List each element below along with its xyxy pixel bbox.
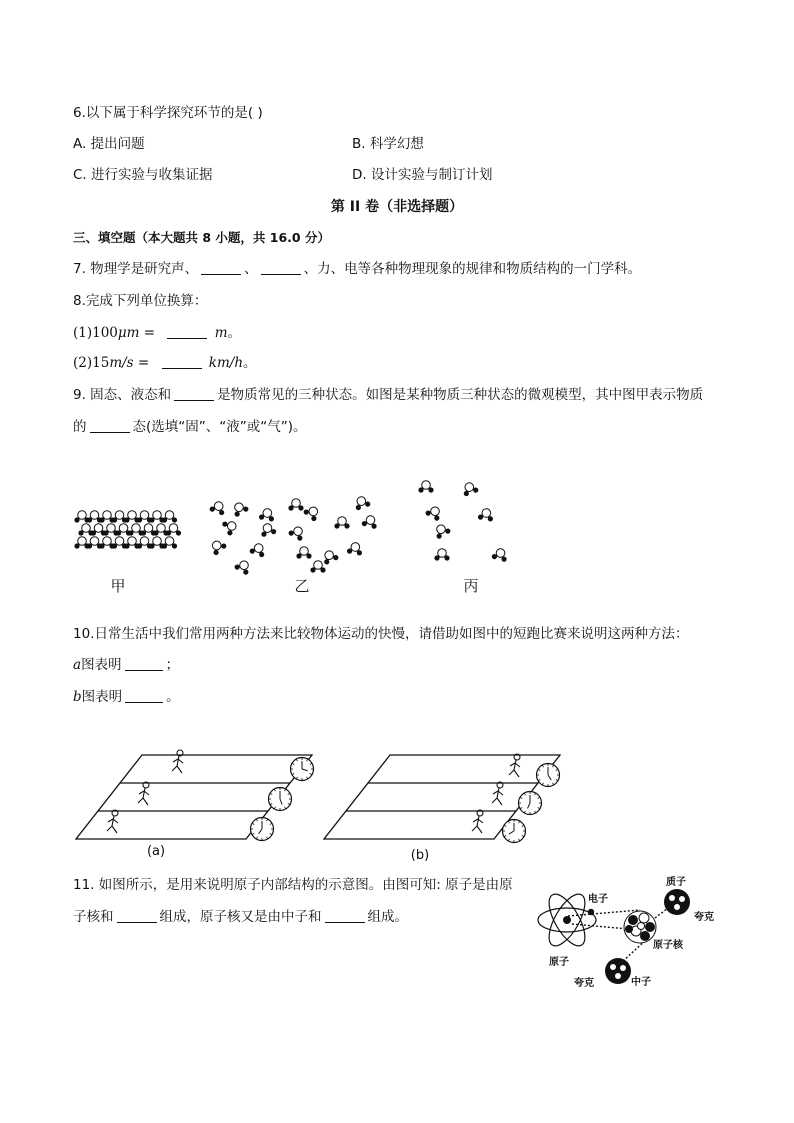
q11-line-1: 11. 如图所示，是用来说明原子内部结构的示意图。由图可知: 原子是由原 [73, 877, 513, 893]
liquid-molecule [334, 517, 349, 529]
runner-figure [472, 810, 483, 833]
gas-state-model [418, 480, 509, 562]
label-jia: 甲 [110, 577, 126, 595]
gas-molecule [434, 549, 449, 561]
section-title: 第 II 卷（非选择题） [330, 199, 464, 215]
q7-text-1: 7. 物理学是研究声、 [73, 261, 199, 277]
q6-option-c[interactable]: C. 进行实验与收集证据 [73, 167, 213, 183]
q8-item-1-end: 。 [227, 325, 241, 341]
runner-figure [509, 754, 520, 777]
q10-b [73, 688, 180, 706]
clock-icon [519, 792, 542, 815]
q11-text-2: 组成，原子核又是由中子和 [159, 909, 322, 925]
q8-item-2-label: (2) [73, 355, 93, 371]
q10-blank-a[interactable] [125, 657, 163, 671]
clocks-a [251, 758, 314, 841]
label-yi: 乙 [294, 577, 310, 595]
q7-blank-2[interactable] [261, 261, 301, 275]
label-atom: 原子 [549, 957, 569, 968]
sprint-race-figure [0, 735, 794, 865]
q8-item-2-value: 15 [92, 355, 110, 371]
q10-stem: 10.日常生活中我们常用两种方法来比较物体运动的快慢，请借助如图中的短跑比赛来说明这两种方法： [73, 626, 689, 642]
liquid-molecule [288, 499, 303, 511]
liquid-molecule [221, 517, 239, 536]
clocks-b [503, 764, 560, 843]
q8-item-2 [73, 354, 257, 372]
q8-blank-2[interactable] [162, 355, 202, 369]
q9-blank-1[interactable] [174, 387, 214, 401]
q7-blank-1[interactable] [201, 261, 241, 275]
q8-item-1-unit-to: m [214, 325, 228, 341]
states-of-matter-figure [0, 475, 794, 605]
liquid-molecule [259, 507, 276, 521]
q10-a-text: 图表明 [81, 657, 122, 673]
liquid-molecule [310, 561, 325, 573]
gas-molecule [418, 481, 433, 493]
caption-a: (a) [146, 844, 166, 859]
q10-a-var: a [73, 657, 82, 673]
section-heading: 三、填空题（本大题共 8 小题，共 16.0 分） [73, 230, 330, 245]
q8-item-2-unit-to: km/h [208, 355, 244, 371]
q8-item-1-eq: = [139, 325, 156, 341]
liquid-molecule [288, 524, 307, 542]
q8-stem: 8.完成下列单位换算： [73, 293, 208, 309]
q9-text-1: 9. 固态、液态和 [73, 387, 172, 403]
liquid-molecule [361, 514, 379, 529]
label-nucleus: 原子核 [653, 940, 683, 951]
q10-b-end: 。 [166, 689, 180, 705]
solid-molecule [162, 511, 177, 523]
label-bing: 丙 [463, 577, 479, 595]
runner-figure [492, 782, 503, 805]
liquid-molecule [303, 503, 322, 522]
runners [107, 750, 520, 833]
runner-figure [107, 810, 118, 833]
q7-text-2: 、 [244, 261, 258, 277]
q6-option-d[interactable]: D. 设计实验与制订计划 [352, 167, 493, 183]
q9-text-2: 是物质常见的三种状态。如图是某种物质三种状态的微观模型，其中图甲表示物质 [217, 387, 704, 403]
q9-text-4: 态(选填“固”、“液”或“气”)。 [132, 419, 307, 435]
liquid-molecule [259, 522, 277, 537]
label-neutron: 中子 [631, 977, 651, 988]
liquid-molecule [209, 499, 227, 515]
runner-figure [172, 750, 183, 773]
clock-icon [291, 758, 314, 781]
q10-blank-b[interactable] [125, 689, 163, 703]
nucleus-model [624, 911, 656, 943]
gas-molecule [432, 522, 451, 540]
proton-model [664, 889, 690, 915]
q8-item-1-unit-from: μm [117, 325, 140, 341]
q8-item-1 [73, 324, 241, 342]
q8-item-2-unit-from: m/s [109, 355, 134, 371]
solid-molecule [162, 537, 177, 549]
q6-option-b[interactable]: B. 科学幻想 [352, 136, 424, 152]
liquid-molecule [234, 558, 253, 576]
gas-molecule [478, 507, 495, 521]
q7 [73, 260, 641, 278]
clock-icon [537, 764, 560, 787]
q8-item-1-value: 100 [92, 325, 118, 341]
q8-blank-1[interactable] [167, 325, 207, 339]
runner-figure [138, 782, 149, 805]
q7-text-3: 、力、电等各种物理现象的规律和物质结构的一门学科。 [303, 261, 642, 277]
q8-item-2-end: 。 [243, 355, 257, 371]
liquid-molecule [320, 548, 339, 565]
solid-molecule [166, 524, 181, 536]
q8-item-2-eq: = [133, 355, 150, 371]
gas-molecule [491, 547, 509, 562]
caption-b: (b) [410, 848, 430, 863]
gas-molecule [425, 504, 444, 522]
liquid-molecule [347, 541, 364, 555]
q6-stem: 6.以下属于科学探究环节的是( ) [73, 105, 263, 121]
clock-icon [503, 820, 526, 843]
q11-text-1: 子核和 [73, 909, 114, 925]
q8-item-1-label: (1) [73, 325, 93, 341]
solid-state-model [74, 511, 181, 549]
q10-b-text: 图表明 [81, 689, 123, 705]
liquid-molecule [208, 537, 227, 556]
q9-line-2 [73, 418, 307, 436]
liquid-state-model [208, 494, 379, 575]
liquid-molecule [353, 494, 371, 510]
clock-icon [251, 818, 274, 841]
label-electron: 电子 [588, 894, 608, 905]
gas-molecule [461, 480, 479, 496]
label-quark-top: 夸克 [694, 912, 714, 923]
q9-blank-2[interactable] [90, 419, 130, 433]
electron-dot [588, 909, 594, 915]
clock-icon [269, 788, 292, 811]
q10-b-var: b [73, 689, 82, 705]
q10-a [73, 656, 179, 674]
atom-structure-diagram [0, 872, 794, 992]
q11-text-3: 组成。 [367, 909, 408, 925]
q6-option-a[interactable]: A. 提出问题 [73, 136, 145, 152]
label-proton: 质子 [666, 877, 686, 888]
neutron-model [605, 958, 631, 984]
q10-a-end: ； [165, 657, 180, 673]
liquid-molecule [296, 547, 311, 559]
liquid-molecule [230, 500, 249, 518]
label-quark-bottom: 夸克 [574, 978, 594, 989]
q9-line-1 [73, 386, 703, 404]
liquid-molecule [249, 541, 267, 557]
q9-text-3: 的 [73, 419, 87, 435]
